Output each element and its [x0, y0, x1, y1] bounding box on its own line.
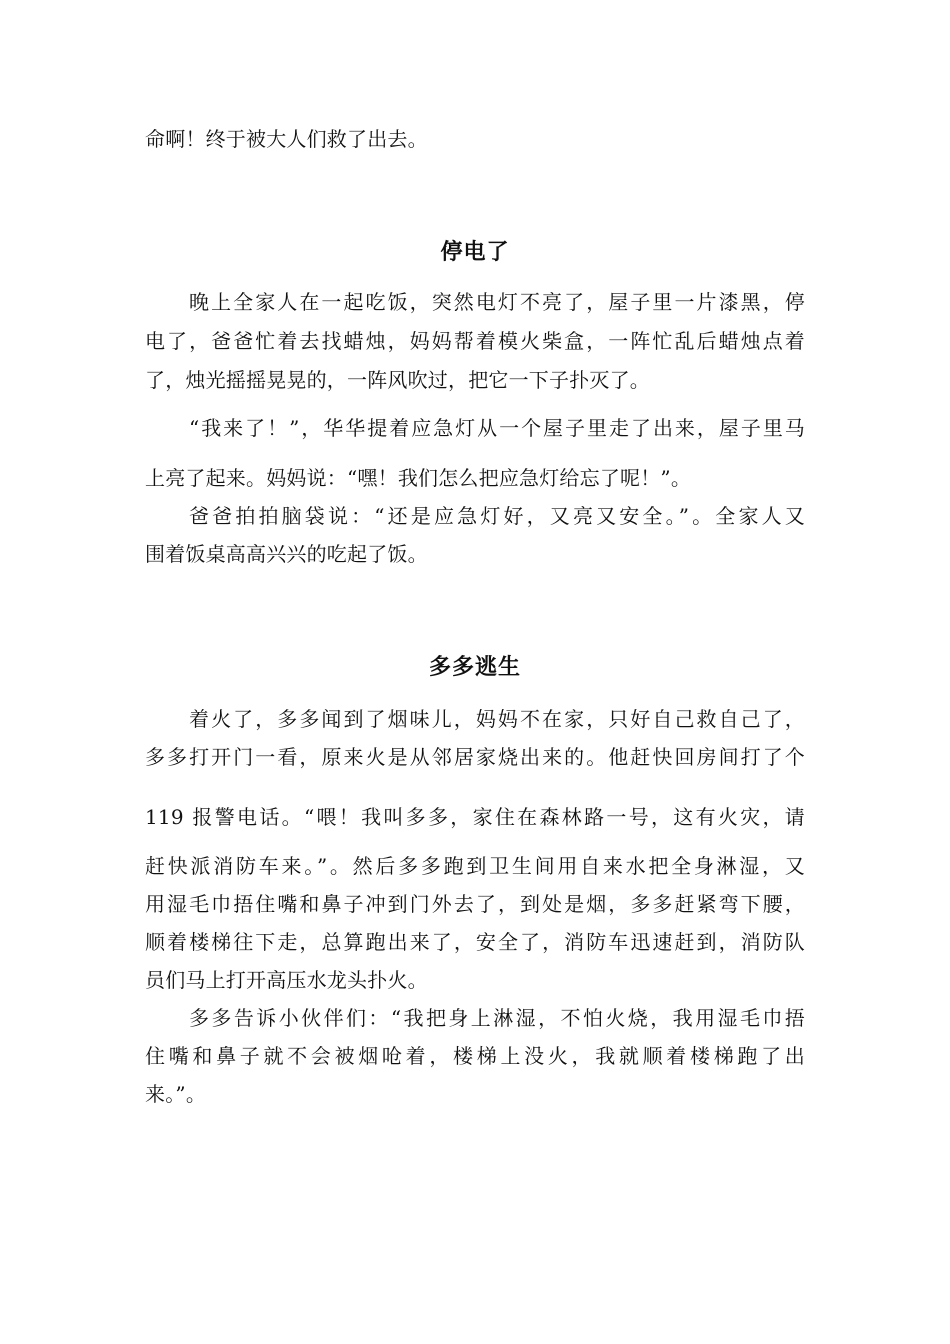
story2-title: 多多逃生 [428, 655, 521, 680]
story2-p1-line6: 顺着楼梯往下走，总算跑出来了，安全了，消防车迅速赶到，消防队 [145, 930, 805, 954]
story1-p1-line3: 了，烛光摇摇晃晃的，一阵风吹过，把它一下子扑灭了。 [145, 368, 650, 392]
story1-p3-line2: 围着饭桌高高兴兴的吃起了饭。 [145, 542, 428, 566]
story1-p2-line1: “我来了！”，华华提着应急灯从一个屋子里走了出来，屋子里马 [189, 416, 805, 440]
story1-p2-line2: 上亮了起来。妈妈说：“嘿！我们怎么把应急灯给忘了呢！”。 [145, 466, 692, 490]
story2-p1-line1: 着火了，多多闻到了烟味儿，妈妈不在家，只好自己救自己了， [189, 707, 805, 731]
story1-p3-line1: 爸爸拍拍脑袋说：“还是应急灯好，又亮又安全。”。全家人又 [189, 504, 805, 528]
story2-p1-line7: 员们马上打开高压水龙头扑火。 [145, 968, 428, 992]
story2-p1-line2: 多多打开门一看，原来火是从邻居家烧出来的。他赶快回房间打了个 [145, 745, 805, 769]
intro-line: 命啊！终于被大人们救了出去。 [145, 127, 428, 151]
story2-p1-line3: 119 报警电话。“喂！我叫多多，家住在森林路一号，这有火灾，请 [145, 805, 805, 829]
story1-p1-line1: 晚上全家人在一起吃饭，突然电灯不亮了，屋子里一片漆黑，停 [189, 290, 805, 314]
story2-p2-line3: 来。”。 [145, 1082, 207, 1106]
story2-p1-line5: 用湿毛巾捂住嘴和鼻子冲到门外去了，到处是烟，多多赶紧弯下腰， [145, 892, 805, 916]
story1-title: 停电了 [440, 240, 510, 265]
story2-p2-line1: 多多告诉小伙伴们：“我把身上淋湿，不怕火烧，我用湿毛巾捂 [189, 1006, 805, 1030]
story2-p1-line4: 赶快派消防车来。”。然后多多跑到卫生间用自来水把全身淋湿，又 [145, 854, 805, 878]
story1-p1-line2: 电了，爸爸忙着去找蜡烛，妈妈帮着模火柴盒，一阵忙乱后蜡烛点着 [145, 329, 805, 353]
story2-p2-line2: 住嘴和鼻子就不会被烟呛着，楼梯上没火，我就顺着楼梯跑了出 [145, 1044, 805, 1068]
